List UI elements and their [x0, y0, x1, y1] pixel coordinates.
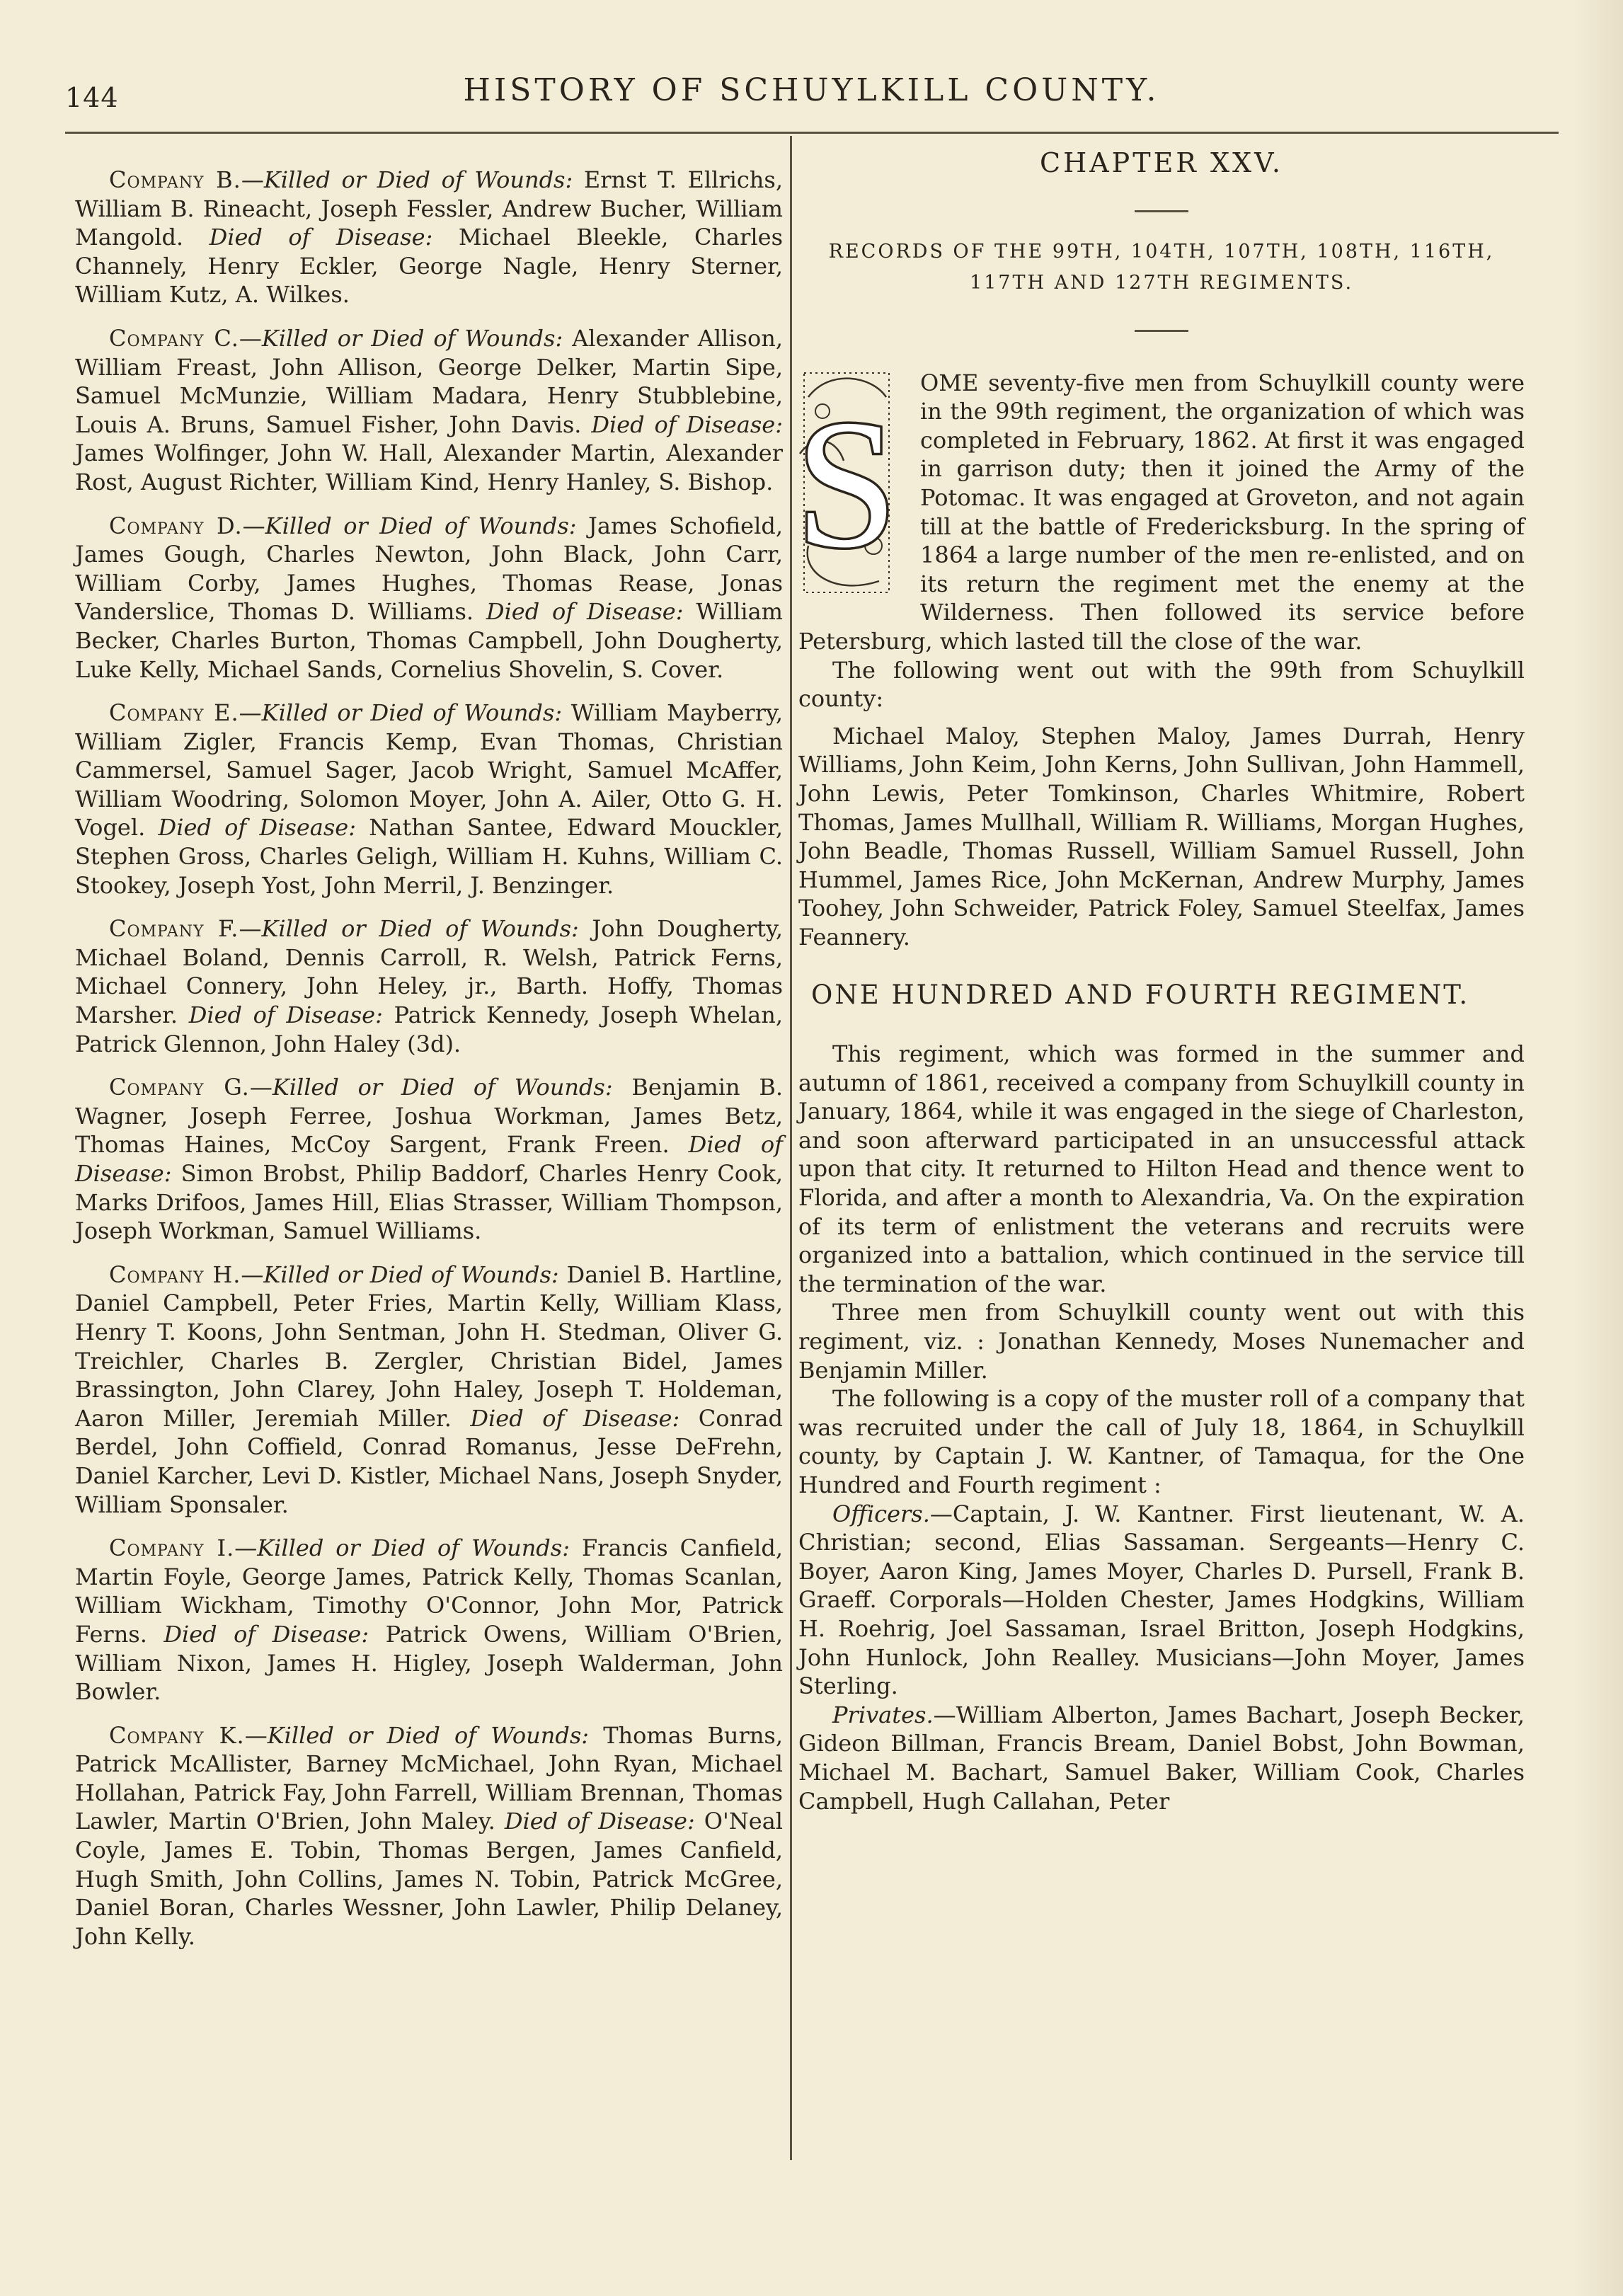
paragraph-officers [798, 1500, 1525, 1701]
casualty-category: Died of Disease: [504, 1808, 695, 1835]
casualty-category: Died of Disease: [470, 1404, 680, 1432]
casualty-names: Simon Brobst, Philip Baddorf, Charles Henry Cook, Marks Drifoos, James Hill, Elias Strasser, William Thompson, Joseph Workman, Samuel Williams. [75, 1160, 783, 1245]
casualty-names: Francis Canfield, Martin Foyle, George James, Patrick Kelly, Thomas Scanlan, William Wickham, Timothy O'Connor, John Mor, Patrick Ferns. [75, 1534, 783, 1648]
paragraph-104th-history: This regiment, which was formed in the summer and autumn of 1861, received a company from Schuylkill county in January, 1864, while it was engaged in the siege of Charleston, and soon afterward participated in an unsuccessful attack upon that city. It returned to Hilton Head and thence went to Florida, and after a month to Alexandria, Va. On the expiration of its term of enlistment the veterans and recruits were organized into a battalion, which continued in the service till the termination of the war. [798, 1040, 1525, 1297]
casualty-names: Conrad Berdel, John Coffield, Conrad Romanus, Jesse DeFrehn, Daniel Karcher, Levi D. Kistler, Michael Nans, Joseph Snyder, William Sponsaler. [75, 1404, 784, 1518]
company-label: Company G. [109, 1074, 250, 1101]
company-label: Company E. [109, 699, 239, 727]
casualty-category: Killed or Died of Wounds: [272, 1074, 613, 1101]
casualty-category: Killed or Died of Wounds: [257, 1534, 570, 1562]
casualty-category: Killed or Died of Wounds: [261, 699, 563, 727]
section-heading-104th: ONE HUNDRED AND FOURTH REGIMENT. [811, 980, 1470, 1011]
casualty-category: Died of Disease: [188, 1001, 383, 1029]
casualty-names: O'Neal Coyle, James E. Tobin, Thomas Bergen, James Canfield, Hugh Smith, John Collins, James N. Tobin, Patrick McGree, Daniel Boran, Charles Wessner, John Lawler, Philip Delaney, John Kelly. [75, 1808, 784, 1950]
casualty-names: Thomas Burns, Patrick McAllister, Barney McMichael, John Ryan, Michael Hollahan, Patrick Fay, John Farrell, William Brennan, Thomas Lawler, Martin O'Brien, John Maley. [75, 1721, 784, 1835]
paragraph-99th-names: Michael Maloy, Stephen Maloy, James Durrah, Henry Williams, John Keim, John Kerns, John Sullivan, John Hammell, John Lewis, Peter Tomkinson, Charles Whitmire, Robert Thomas, James Mullhall, William R. Williams, Morgan Hughes, John Beadle, Thomas Russell, William Samuel Russell, John Hummel, James Rice, John McKernan, Andrew Murphy, James Toohey, John Schweider, Patrick Foley, Samuel Steelfax, James Feannery. [798, 722, 1525, 951]
privates-text: —William Alberton, James Bachart, Joseph Becker, Gideon Billman, Francis Bream, Daniel Bobst, John Bowman, Michael M. Bachart, Samuel Baker, William Cook, Charles Campbell, Hugh Callahan, Peter [798, 1701, 1525, 1815]
chapter-subtitle: RECORDS OF THE 99TH, 104TH, 107TH, 108TH, 116TH, 117TH AND 127TH REGIMENTS. [828, 240, 1495, 294]
company-label: Company I. [109, 1534, 235, 1562]
company-label: Company K. [109, 1721, 245, 1749]
company-entry: Company E.—Killed or Died of Wounds: William Mayberry, William Zigler, Francis Kemp, Evan Thomas, Christian Cammersel, Samuel Sager, Jacob Wright, Samuel McAffer, William Woodring, Solomon Moyer, John A. Ailer, Otto G. H. Vogel. Died of Disease: Nathan Santee, Edward Mouckler, Stephen Gross, Charles Geligh, William H. Kuhns, William C. Stookey, Joseph Yost, John Merril, J. Benzinger. [75, 699, 784, 899]
company-entry: Company D.—Killed or Died of Wounds: James Schofield, James Gough, Charles Newton, John Black, John Carr, William Corby, James Hughes, Thomas Rease, Jonas Vanderslice, Thomas D. Williams. Died of Disease: William Becker, Charles Burton, Thomas Campbell, John Dougherty, Luke Kelly, Michael Sands, Cornelius Shovelin, S. Cover. [75, 512, 784, 683]
casualty-names: William Becker, Charles Burton, Thomas Campbell, John Dougherty, Luke Kelly, Michael Sands, Cornelius Shovelin, S. Cover. [75, 598, 784, 683]
company-entry: Company C.—Killed or Died of Wounds: Alexander Allison, William Freast, John Allison, George Delker, Martin Sipe, Samuel McMunzie, William Madara, Henry Stubblebine, Louis A. Bruns, Samuel Fisher, John Davis. Died of Disease: James Wolfinger, John W. Hall, Alexander Martin, Alexander Rost, August Richter, William Kind, Henry Hanley, S. Bishop. [75, 324, 784, 495]
company-label: Company C. [109, 324, 239, 352]
running-title: HISTORY OF SCHUYLKILL COUNTY. [463, 72, 1160, 108]
company-entry: Company I.—Killed or Died of Wounds: Francis Canfield, Martin Foyle, George James, Patrick Kelly, Thomas Scanlan, William Wickham, Timothy O'Connor, John Mor, Patrick Ferns. Died of Disease: Patrick Owens, William O'Brien, William Nixon, James H. Higley, Joseph Walderman, John Bowler. [75, 1534, 784, 1706]
ornamental-rule [1135, 330, 1188, 332]
casualty-category: Died of Disease: [591, 411, 784, 438]
decorated-initial-s-icon [794, 369, 909, 602]
company-entry: Company F.—Killed or Died of Wounds: John Dougherty, Michael Boland, Dennis Carroll, R. Welsh, Patrick Ferns, Michael Connery, John Heley, jr., Barth. Hoffy, Thomas Marsher. Died of Disease: Patrick Kennedy, Joseph Whelan, Patrick Glennon, John Haley (3d). [75, 915, 784, 1057]
paragraph-104th-three-men: Three men from Schuylkill county went out with this regiment, viz. : Jonathan Kennedy, Moses Nunemacher and Benjamin Miller. [798, 1299, 1525, 1384]
casualty-category: Killed or Died of Wounds: [261, 324, 563, 352]
company-label: Company D. [109, 512, 243, 539]
company-entry: Company H.—Killed or Died of Wounds: Daniel B. Hartline, Daniel Campbell, Peter Fries, Martin Kelly, William Klass, Henry T. Koons, John Sentman, John H. Stedman, Oliver G. Treichler, Charles B. Zergler, Christian Bidel, James Brassington, John Clarey, John Haley, Joseph T. Holdeman, Aaron Miller, Jeremiah Miller. Died of Disease: Conrad Berdel, John Coffield, Conrad Romanus, Jesse DeFrehn, Daniel Karcher, Levi D. Kistler, Michael Nans, Joseph Snyder, William Sponsaler. [75, 1261, 784, 1518]
casualty-names: Alexander Allison, William Freast, John Allison, George Delker, Martin Sipe, Samuel McMunzie, William Madara, Henry Stubblebine, Louis A. Bruns, Samuel Fisher, John Davis. [75, 324, 783, 438]
casualty-names: John Dougherty, Michael Boland, Dennis Carroll, R. Welsh, Patrick Ferns, Michael Connery, John Heley, jr., Barth. Hoffy, Thomas Marsher. [75, 915, 784, 1029]
casualty-category: Killed or Died of Wounds: [267, 1721, 590, 1749]
dropcap-letter: S [795, 381, 898, 586]
paragraph-privates [798, 1701, 1525, 1815]
left-column [75, 166, 783, 1965]
officers-text: —Captain, J. W. Kantner. First lieutenant, W. A. Christian; second, Elias Sassaman. Sergeants—Henry C. Boyer, Aaron King, James Moyer, Charles D. Pursell, Frank B. Graeff. Corporals—Holden Chester, James Hodgkins, William H. Roehrig, Joel Sassaman, Israel Britton, Joseph Hodgkins, John Hunlock, John Realley. Musicians—John Moyer, James Sterling. [798, 1500, 1525, 1700]
paragraph-99th-intro: OME seventy-five men from Schuylkill county were in the 99th regiment, the organization of which was completed in February, 1862. At first it was engaged in garrison duty; then it joined the Army of the Potomac. It was engaged at Groveton, and not again till at the battle of Fredericksburg. In the spring of 1864 a large number of the men re-enlisted, and on its return the regiment met the enemy at the Wilderness. Then followed its service before Petersburg, which lasted till the close of the war. [798, 369, 1525, 655]
paragraph-104th-muster: The following is a copy of the muster roll of a company that was recruited under the call of July 18, 1864, in Schuylkill county, by Captain J. W. Kantner, of Tamaqua, for the One Hundred and Fourth regiment : [798, 1385, 1525, 1498]
company-entry: Company G.—Killed or Died of Wounds: Benjamin B. Wagner, Joseph Ferree, Joshua Workman, James Betz, Thomas Haines, McCoy Sargent, Frank Freen. Died of Disease: Simon Brobst, Philip Baddorf, Charles Henry Cook, Marks Drifoos, James Hill, Elias Strasser, William Thompson, Joseph Workman, Samuel Williams. [75, 1074, 784, 1245]
casualty-names: William Mayberry, William Zigler, Francis Kemp, Evan Thomas, Christian Cammersel, Samuel Sager, Jacob Wright, Samuel McAffer, William Woodring, Solomon Moyer, John A. Ailer, Otto G. H. Vogel. [75, 699, 784, 842]
paragraph-99th-following: The following went out with the 99th from Schuylkill county: [798, 656, 1525, 713]
casualty-names: Patrick Kennedy, Joseph Whelan, Patrick Glennon, John Haley (3d). [75, 1001, 784, 1057]
casualty-category: Died of Disease: [75, 1131, 784, 1187]
casualty-names: Ernst T. Ellrichs, William B. Rineacht, Joseph Fessler, Andrew Bucher, William Mangold. [75, 166, 783, 251]
casualty-names: James Wolfinger, John W. Hall, Alexander Martin, Alexander Rost, August Richter, William Kind, Henry Hanley, S. Bishop. [75, 440, 783, 495]
casualty-category: Died of Disease: [164, 1620, 369, 1648]
casualty-names: James Schofield, James Gough, Charles Newton, John Black, John Carr, William Corby, James Hughes, Thomas Rease, Jonas Vanderslice, Thomas D. Williams. [75, 512, 784, 626]
page-edge-shadow [1573, 0, 1623, 2296]
officers-label: Officers. [832, 1500, 930, 1527]
casualty-names: Patrick Owens, William O'Brien, William Nixon, James H. Higley, Joseph Walderman, John Bowler. [75, 1620, 784, 1706]
casualty-category: Died of Disease: [158, 814, 356, 842]
casualty-category: Killed or Died of Wounds: [263, 166, 573, 193]
casualty-names: Michael Bleekle, Charles Channely, Henry Eckler, George Nagle, Henry Sterner, William Kutz, A. Wilkes. [75, 224, 783, 309]
casualty-category: Died of Disease: [209, 224, 433, 251]
company-label: Company H. [109, 1261, 241, 1288]
casualty-names: Daniel B. Hartline, Daniel Campbell, Peter Fries, Martin Kelly, William Klass, Henry T. Koons, John Sentman, John H. Stedman, Oliver G. Treichler, Charles B. Zergler, Christian Bidel, James Brassington, John Clarey, John Haley, Joseph T. Holdeman, Aaron Miller, Jeremiah Miller. [75, 1261, 783, 1432]
page-number: 144 [65, 82, 119, 113]
company-label: Company B. [109, 166, 241, 193]
casualty-category: Killed or Died of Wounds: [263, 1261, 559, 1288]
company-entries [75, 166, 783, 1951]
casualty-names: Benjamin B. Wagner, Joseph Ferree, Joshua Workman, James Betz, Thomas Haines, McCoy Sargent, Frank Freen. [75, 1074, 784, 1159]
right-column [795, 147, 1525, 1815]
privates-label: Privates. [832, 1701, 934, 1728]
header-rule [65, 132, 1559, 134]
casualty-category: Killed or Died of Wounds: [261, 915, 579, 943]
company-entry: Company K.—Killed or Died of Wounds: Thomas Burns, Patrick McAllister, Barney McMichael, John Ryan, Michael Hollahan, Patrick Fay, John Farrell, William Brennan, Thomas Lawler, Martin O'Brien, John Maley. Died of Disease: O'Neal Coyle, James E. Tobin, Thomas Bergen, James Canfield, Hugh Smith, John Collins, James N. Tobin, Patrick McGree, Daniel Boran, Charles Wessner, John Lawler, Philip Delaney, John Kelly. [75, 1721, 784, 1950]
column-divider [790, 136, 792, 2160]
chapter-heading: CHAPTER XXV. [1040, 147, 1283, 178]
casualty-category: Killed or Died of Wounds: [265, 512, 577, 539]
casualty-names: Nathan Santee, Edward Mouckler, Stephen Gross, Charles Geligh, William H. Kuhns, William C. Stookey, Joseph Yost, John Merril, J. Benzinger. [75, 814, 784, 899]
opening-paragraph [795, 369, 1525, 656]
company-entry: Company B.—Killed or Died of Wounds: Ernst T. Ellrichs, William B. Rineacht, Joseph Fessler, Andrew Bucher, William Mangold. Died of Disease: Michael Bleekle, Charles Channely, Henry Eckler, George Nagle, Henry Sterner, William Kutz, A. Wilkes. [75, 166, 783, 309]
ornamental-rule [1135, 210, 1188, 212]
company-label: Company F. [109, 915, 239, 943]
casualty-category: Died of Disease: [486, 598, 684, 626]
